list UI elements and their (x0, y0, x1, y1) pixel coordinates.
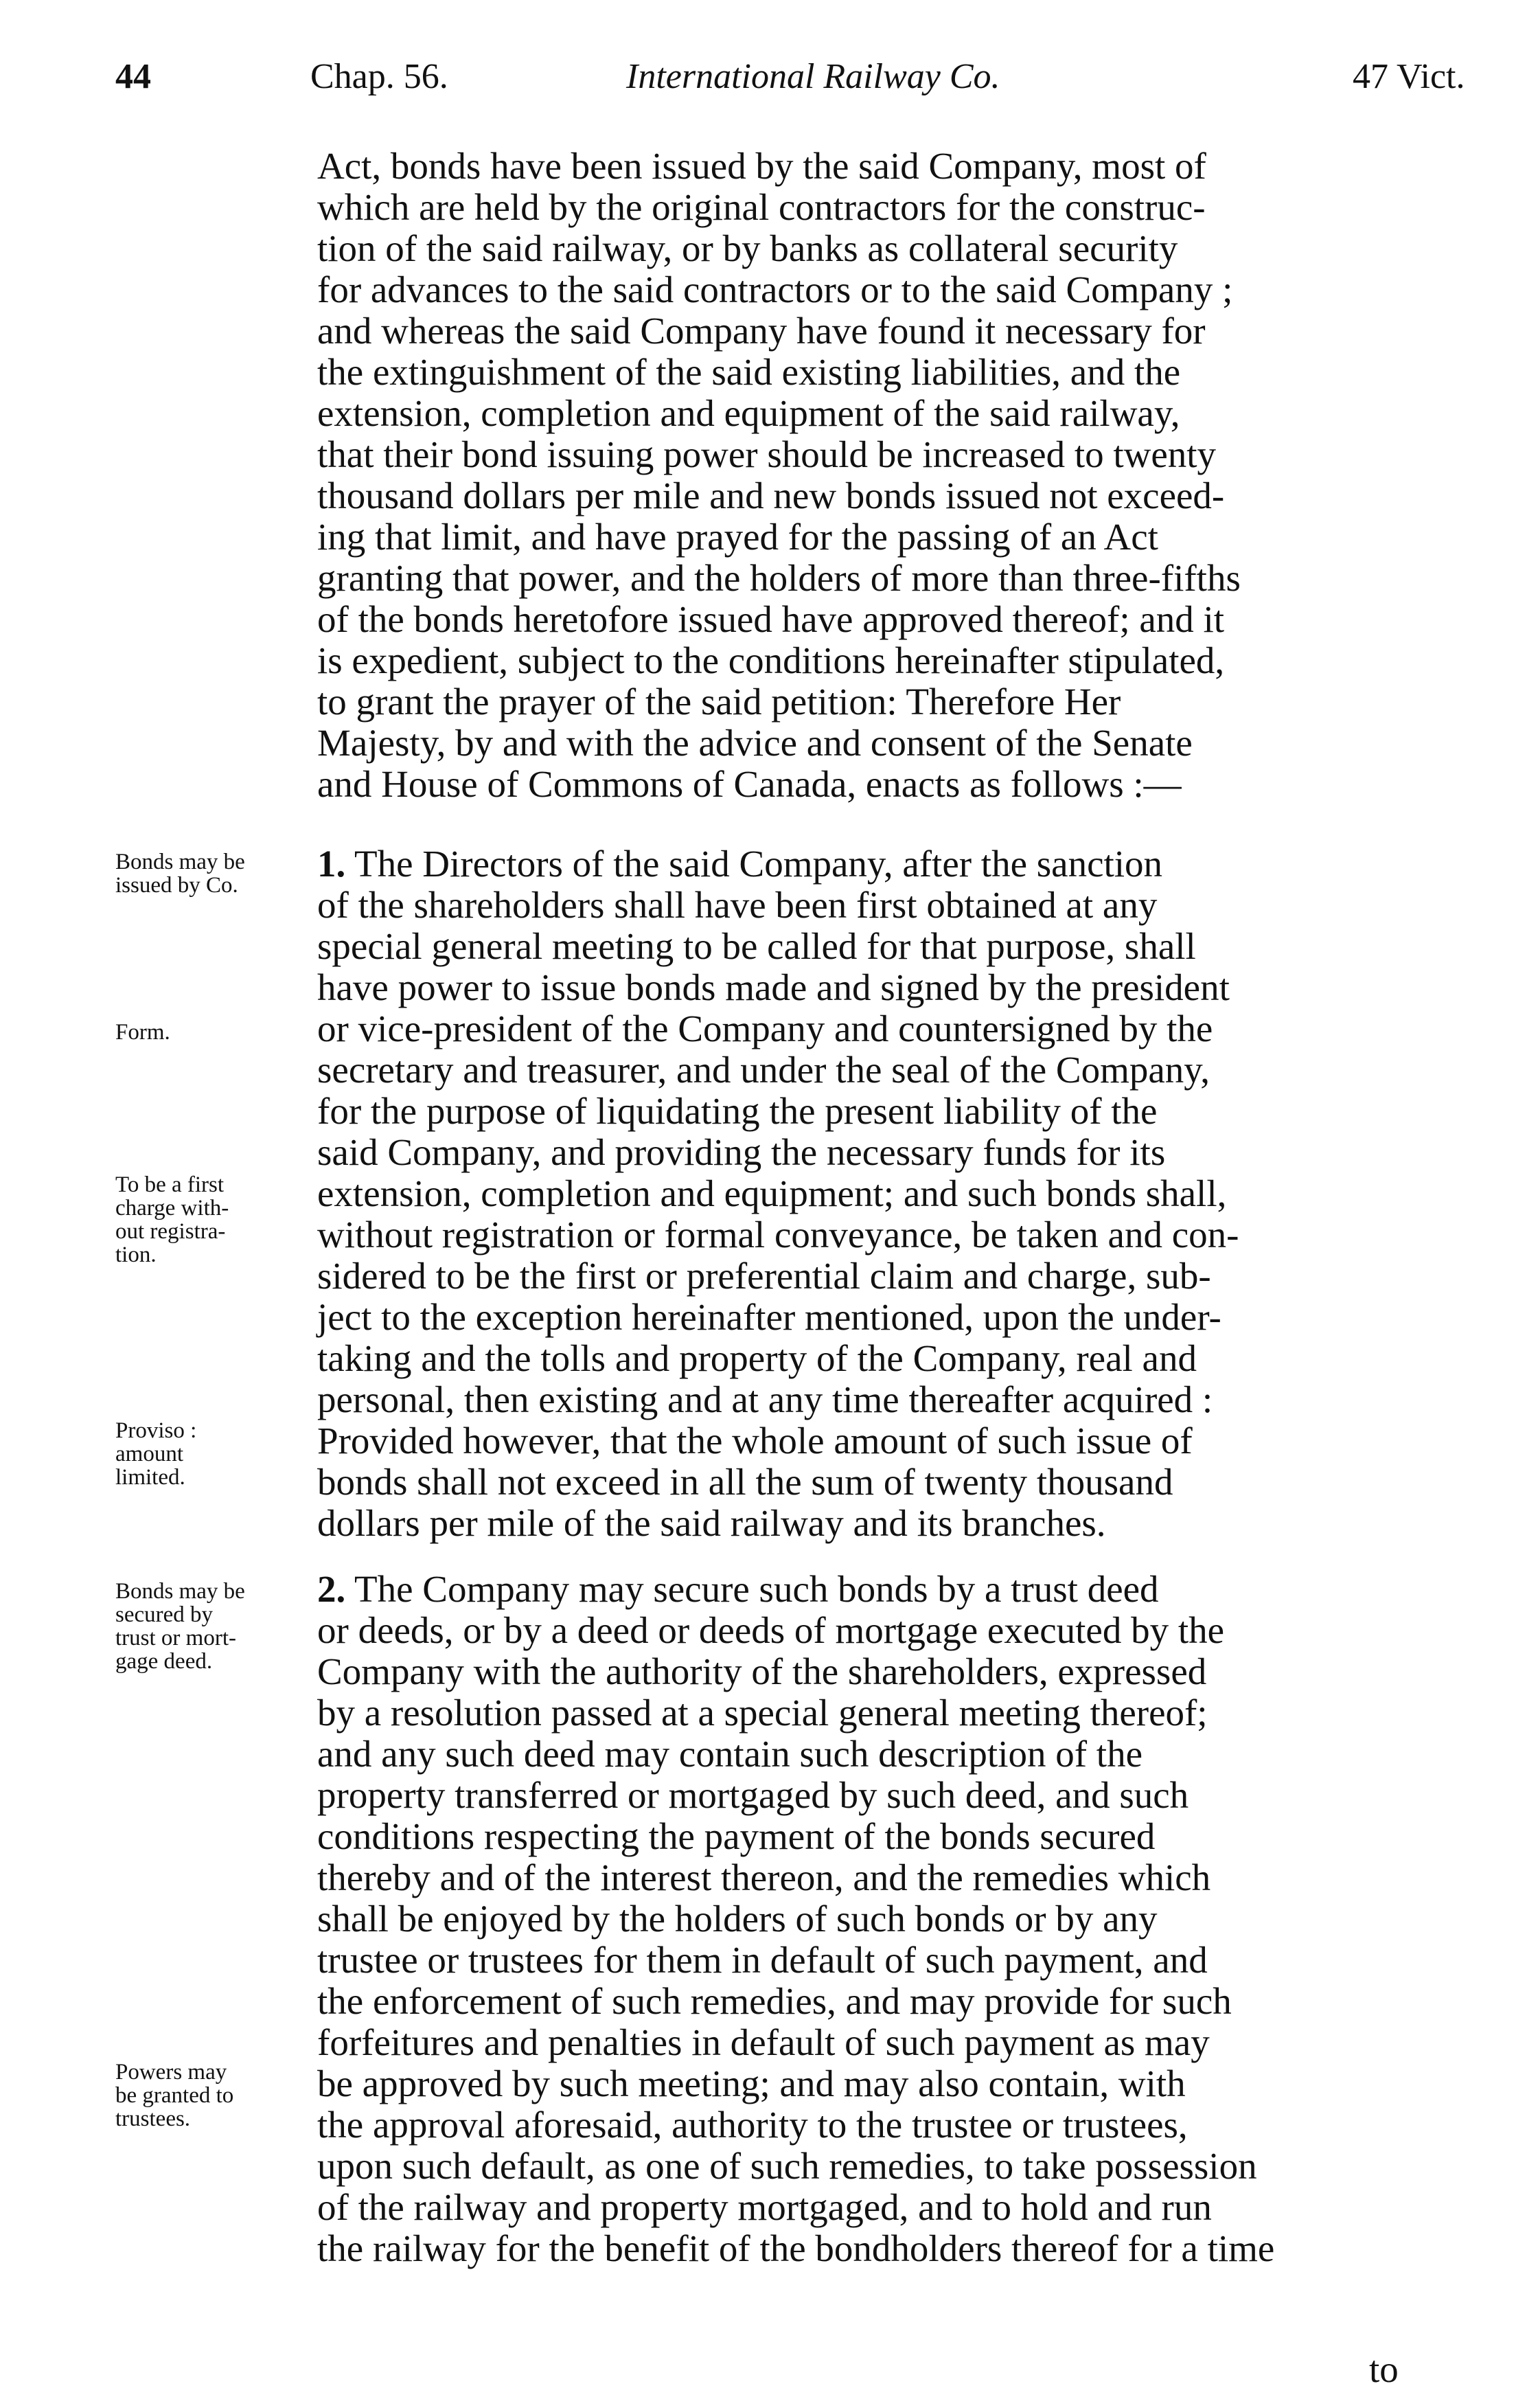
text-line: to grant the prayer of the said petition: Therefore Her (317, 681, 1121, 723)
section-number: 1. (317, 843, 346, 885)
text-line: ing that limit, and have prayed for the passing of an Act (317, 516, 1158, 558)
page-number: 44 (115, 57, 151, 96)
marginal-note-bonds-issued (115, 850, 316, 897)
text-line: the extinguishment of the said existing liabilities, and the (317, 351, 1181, 393)
text-line: which are held by the original contractors for the construc- (317, 186, 1206, 228)
section-2-paragraph (317, 1569, 1430, 2269)
text-line: tion of the said railway, or by banks as collateral security (317, 227, 1178, 269)
text-line: and House of Commons of Canada, enacts as follows :— (317, 763, 1182, 805)
note-line: gage deed. (115, 1649, 213, 1674)
text-line: said Company, and providing the necessary funds for its (317, 1131, 1166, 1173)
text-line: without registration or formal conveyance, be taken and con- (317, 1214, 1239, 1256)
note-line: Form. (115, 1020, 170, 1045)
text-line: upon such default, as one of such remedies, to take possession (317, 2145, 1257, 2187)
text-line: be approved by such meeting; and may also contain, with (317, 2063, 1186, 2104)
marginal-note-trustee-powers (115, 2060, 316, 2131)
text-line: for the purpose of liquidating the present liability of the (317, 1090, 1158, 1132)
section-number: 2. (317, 1568, 346, 1610)
text-line: or deeds, or by a deed or deeds of mortgage executed by the (317, 1609, 1225, 1651)
text-line: the approval aforesaid, authority to the trustee or trustees, (317, 2104, 1188, 2146)
text-line: have power to issue bonds made and signed by the president (317, 966, 1230, 1008)
text-line: granting that power, and the holders of more than three-fifths (317, 557, 1241, 599)
text-line: the enforcement of such remedies, and may provide for such (317, 1980, 1232, 2022)
note-line: To be a first (115, 1172, 225, 1197)
text-line: secretary and treasurer, and under the seal of the Company, (317, 1049, 1210, 1091)
text-line: of the railway and property mortgaged, and to hold and run (317, 2186, 1212, 2228)
note-line: limited. (115, 1465, 185, 1490)
text-line: extension, completion and equipment of the said railway, (317, 392, 1180, 434)
note-line: be granted to (115, 2083, 234, 2108)
note-line: out registra- (115, 1219, 226, 1244)
note-line: Proviso : (115, 1418, 197, 1443)
note-line: Bonds may be (115, 850, 245, 874)
running-title: International Railway Co. (626, 57, 1000, 96)
text-line: forfeitures and penalties in default of such payment as may (317, 2021, 1210, 2063)
text-line: The Company may secure such bonds by a trust deed (354, 1568, 1159, 1610)
text-line: the railway for the benefit of the bondholders thereof for a time (317, 2227, 1275, 2269)
note-line: amount (115, 1442, 183, 1466)
text-line: thereby and of the interest thereon, and the remedies which (317, 1856, 1211, 1898)
note-line: Powers may (115, 2060, 227, 2085)
text-line: trustee or trustees for them in default of such payment, and (317, 1939, 1208, 1981)
text-line: extension, completion and equipment; and such bonds shall, (317, 1172, 1227, 1214)
preamble-paragraph (317, 146, 1430, 805)
marginal-note-proviso (115, 1419, 316, 1489)
catchword: to (1369, 2348, 1399, 2390)
note-line: trust or mort- (115, 1626, 236, 1650)
text-line: Act, bonds have been issued by the said Company, most of (317, 145, 1206, 187)
text-line: conditions respecting the payment of the bonds secured (317, 1815, 1156, 1857)
text-line: thousand dollars per mile and new bonds issued not exceed- (317, 475, 1225, 516)
text-line: and whereas the said Company have found it necessary for (317, 310, 1206, 352)
text-line: personal, then existing and at any time thereafter acquired : (317, 1378, 1213, 1420)
text-line: bonds shall not exceed in all the sum of twenty thousand (317, 1461, 1173, 1503)
chapter-label: Chap. 56. (310, 57, 448, 96)
text-line: Provided however, that the whole amount of such issue of (317, 1420, 1193, 1462)
text-line: sidered to be the first or preferential claim and charge, sub- (317, 1255, 1211, 1297)
text-line: for advances to the said contractors or to the said Company ; (317, 269, 1233, 310)
text-line: special general meeting to be called for that purpose, shall (317, 925, 1196, 967)
marginal-note-first-charge (115, 1173, 316, 1267)
text-line: Company with the authority of the shareholders, expressed (317, 1650, 1207, 1692)
text-line: by a resolution passed at a special general meeting thereof; (317, 1692, 1208, 1734)
text-line: taking and the tolls and property of the Company, real and (317, 1337, 1197, 1379)
note-line: tion. (115, 1242, 157, 1267)
text-line: property transferred or mortgaged by such deed, and such (317, 1774, 1189, 1816)
section-1-first-line (317, 843, 1430, 885)
marginal-note-trust-deed (115, 1580, 316, 1673)
text-line: ject to the exception hereinafter mentioned, upon the under- (317, 1296, 1221, 1338)
note-line: Bonds may be (115, 1579, 245, 1604)
note-line: secured by (115, 1602, 214, 1627)
text-line: dollars per mile of the said railway and its branches. (317, 1502, 1106, 1544)
text-line: that their bond issuing power should be increased to twenty (317, 433, 1217, 475)
note-line: charge with- (115, 1196, 229, 1220)
text-line: Majesty, by and with the advice and consent of the Senate (317, 722, 1193, 764)
text-line: The Directors of the said Company, after the sanction (354, 843, 1163, 885)
text-line: shall be enjoyed by the holders of such bonds or by any (317, 1898, 1158, 1940)
text-line: of the shareholders shall have been first obtained at any (317, 884, 1158, 926)
note-line: trustees. (115, 2106, 191, 2131)
note-line: issued by Co. (115, 873, 238, 898)
text-line: is expedient, subject to the conditions hereinafter stipulated, (317, 639, 1225, 681)
section-2-first-line (317, 1569, 1430, 1610)
running-header (0, 59, 1527, 114)
section-1-paragraph (317, 843, 1430, 1544)
text-line: of the bonds heretofore issued have approved thereof; and it (317, 598, 1225, 640)
regnal-year: 47 Vict. (1353, 57, 1465, 96)
text-line: and any such deed may contain such description of the (317, 1733, 1143, 1775)
text-line: or vice-president of the Company and countersigned by the (317, 1008, 1213, 1049)
marginal-note-form (115, 1021, 316, 1044)
